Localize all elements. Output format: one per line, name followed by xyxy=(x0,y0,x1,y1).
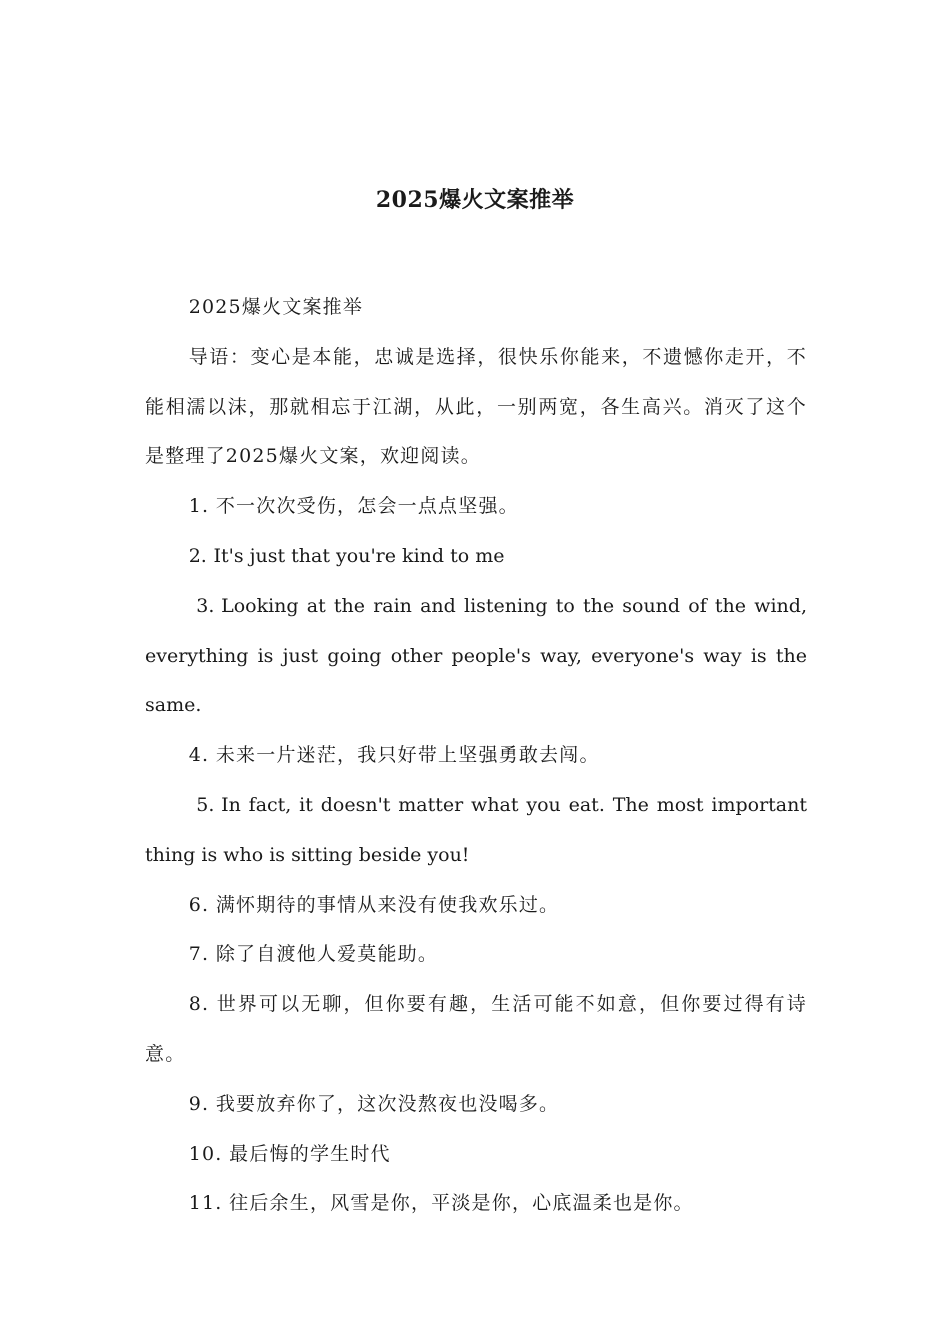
document-subtitle: 2025爆火文案推举 xyxy=(188,296,364,318)
list-item xyxy=(145,482,807,532)
document-body xyxy=(145,283,807,1229)
list-item-number: 8. xyxy=(188,993,210,1016)
list-item-number: 2. xyxy=(188,544,207,567)
list-item xyxy=(145,1130,807,1180)
document-title: 2025爆火文案推举 xyxy=(375,187,575,213)
list-item xyxy=(145,1080,807,1130)
list-item xyxy=(145,930,807,980)
list-item-text: 我要放弃你了，这次没熬夜也没喝多。 xyxy=(215,1092,560,1115)
list-item-text: Looking at the rain and listening to the sound of the wind, everything is just going other people's way, everyone's way is the same. xyxy=(145,594,807,717)
list-item xyxy=(145,582,807,731)
list-item-number: 11. xyxy=(188,1192,223,1215)
list-item-text: 除了自渡他人爱莫能助。 xyxy=(215,943,439,966)
list-item-text: In fact, it doesn't matter what you eat. The most important thing is who is sitting beside you! xyxy=(145,793,807,866)
list-item-text: 未来一片迷茫，我只好带上坚强勇敢去闯。 xyxy=(215,744,600,767)
list-item xyxy=(145,881,807,931)
list-item-text: 不一次次受伤，怎会一点点坚强。 xyxy=(215,495,519,518)
list-item-text: 世界可以无聊，但你要有趣，生活可能不如意，但你要过得有诗意。 xyxy=(145,993,807,1065)
list-item xyxy=(145,1179,807,1229)
list-item-number: 3. xyxy=(196,594,215,617)
list-item xyxy=(145,731,807,781)
list-item-number: 7. xyxy=(188,943,210,966)
list-item-text: 满怀期待的事情从来没有使我欢乐过。 xyxy=(215,893,560,916)
list-item-number: 1. xyxy=(188,495,210,518)
intro-paragraph: 导语：变心是本能，忠诚是选择，很快乐你能来，不遗憾你走开，不能相濡以沫，那就相忘于江湖，从此，一别两宽，各生高兴。消灭了这个是整理了2025爆火文案，欢迎阅读。 xyxy=(145,345,807,468)
list-item-number: 6. xyxy=(188,893,210,916)
list-item xyxy=(145,980,807,1080)
list-item-text: 往后余生，风雪是你，平淡是你，心底温柔也是你。 xyxy=(229,1192,694,1215)
list-item xyxy=(145,532,807,582)
list-item xyxy=(145,781,807,881)
list-item-number: 4. xyxy=(188,744,210,767)
list-item-text: It's just that you're kind to me xyxy=(213,544,505,567)
list-item-number: 9. xyxy=(188,1092,210,1115)
list-item-number: 10. xyxy=(188,1142,223,1165)
list-item-text: 最后悔的学生时代 xyxy=(229,1142,391,1165)
list-item-number: 5. xyxy=(196,793,215,816)
